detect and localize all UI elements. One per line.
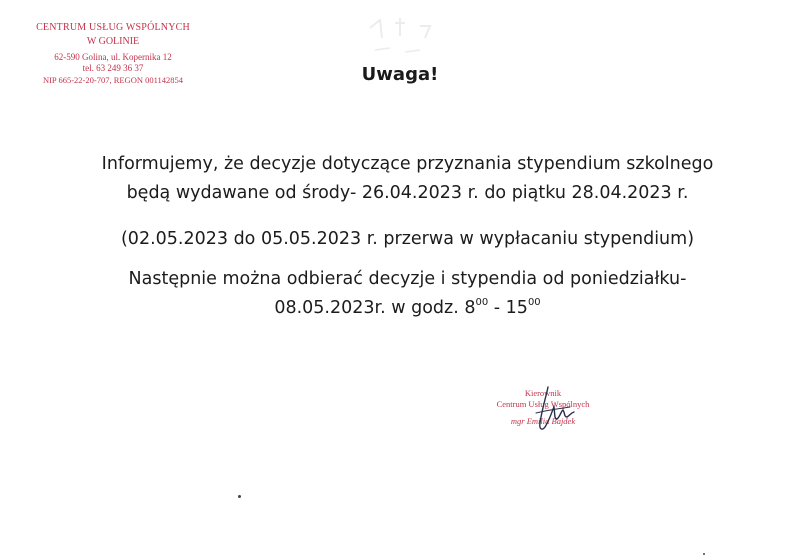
signature-name: mgr Emilia Bajdek — [510, 416, 576, 426]
show-through-mark — [360, 8, 450, 58]
stamp-name-line1: CENTRUM USŁUG WSPÓLNYCH — [36, 22, 190, 33]
signature-title: Kierownik — [524, 388, 562, 398]
paragraph-pickup-info — [40, 265, 775, 323]
paragraph3-line2 — [40, 294, 775, 323]
paragraph-announcement — [40, 150, 775, 208]
page-title: Uwaga! — [361, 64, 439, 85]
stamp-phone: tel. 63 249 36 37 — [82, 63, 144, 74]
handwritten-signature-icon — [530, 383, 580, 438]
pickup-date-prefix: 08.05.2023r. w godz. 8 — [274, 298, 476, 318]
paragraph2-text: (02.05.2023 do 05.05.2023 r. przerwa w wypłacaniu stypendium) — [120, 229, 695, 249]
hour-end-minutes: 00 — [527, 297, 541, 308]
hour-separator: - 15 — [488, 298, 528, 318]
paragraph3-line1: Następnie można odbierać decyzje i stypendia od poniedziałku- — [128, 269, 687, 289]
paragraph1-line2: będą wydawane od środy- 26.04.2023 r. do piątku 28.04.2023 r. — [126, 183, 689, 203]
hour-start-minutes: 00 — [475, 297, 489, 308]
stamp-nip-regon: NIP 665-22-20-707, REGON 001142854 — [42, 74, 184, 85]
scan-speck — [238, 495, 241, 498]
paragraph-break-notice — [40, 225, 775, 254]
paragraph1-line1: Informujemy, że decyzje dotyczące przyznania stypendium szkolnego — [101, 154, 714, 174]
signature-organization: Centrum Usług Wspólnych — [496, 399, 590, 409]
stamp-address: 62-590 Golina, ul. Kopernika 12 — [54, 52, 172, 62]
scan-speck — [703, 553, 705, 555]
stamp-name-line2: W GOLINIE — [86, 35, 140, 47]
